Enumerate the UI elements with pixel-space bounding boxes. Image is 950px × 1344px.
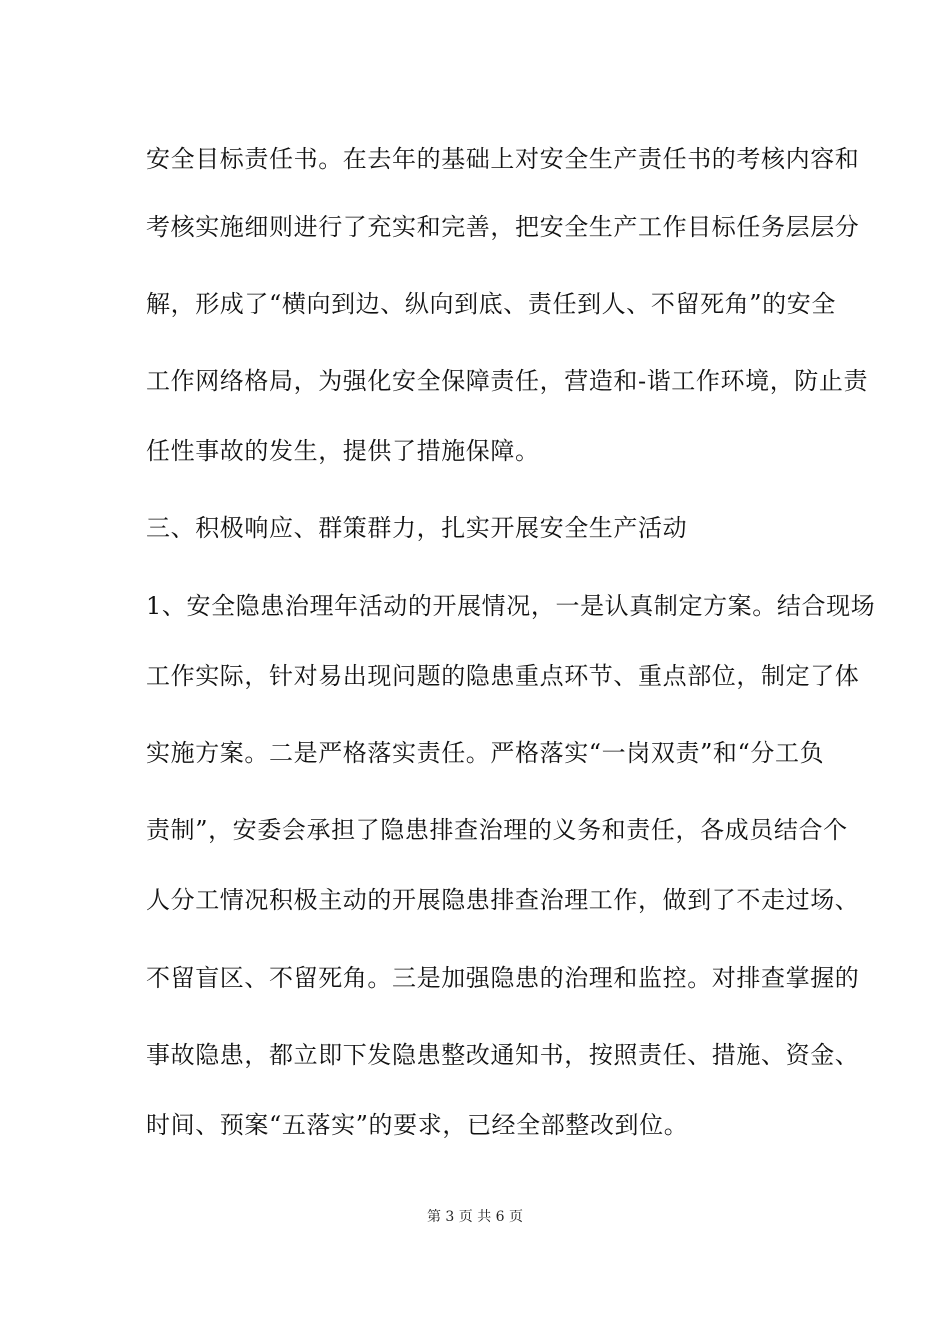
paragraph-line: 工作网络格局，为强化安全保障责任，营造和-谐工作环境，防止责 xyxy=(146,367,869,395)
paragraph-line: 安全目标责任书。在去年的基础上对安全生产责任书的考核内容和 xyxy=(146,145,860,173)
paragraph-line: 不留盲区、不留死角。三是加强隐患的治理和监控。对排查掌握的 xyxy=(146,964,860,992)
paragraph-line: 解，形成了“横向到边、纵向到底、责任到人、不留死角”的安全 xyxy=(146,290,836,318)
section-heading: 三、积极响应、群策群力，扎实开展安全生产活动 xyxy=(146,514,688,542)
paragraph-line: 1、安全隐患治理年活动的开展情况，一是认真制定方案。结合现场 xyxy=(146,592,876,620)
page-number-footer: 第 3 页 共 6 页 xyxy=(426,1209,524,1225)
paragraph-line: 责制”，安委会承担了隐患排查治理的义务和责任，各成员结合个 xyxy=(146,816,848,844)
paragraph-line: 人分工情况积极主动的开展隐患排查治理工作，做到了不走过场、 xyxy=(146,886,860,914)
paragraph-line: 事故隐患，都立即下发隐患整改通知书，按照责任、措施、资金、 xyxy=(146,1041,860,1069)
paragraph-line: 实施方案。二是严格落实责任。严格落实“一岗双责”和“分工负 xyxy=(146,739,825,767)
paragraph-line: 考核实施细则进行了充实和完善，把安全生产工作目标任务层层分 xyxy=(146,213,860,241)
paragraph-line: 时间、预案“五落实”的要求，已经全部整改到位。 xyxy=(146,1111,689,1139)
paragraph-line: 工作实际，针对易出现问题的隐患重点环节、重点部位，制定了体 xyxy=(146,662,860,690)
paragraph-line: 任性事故的发生，提供了措施保障。 xyxy=(146,437,540,465)
